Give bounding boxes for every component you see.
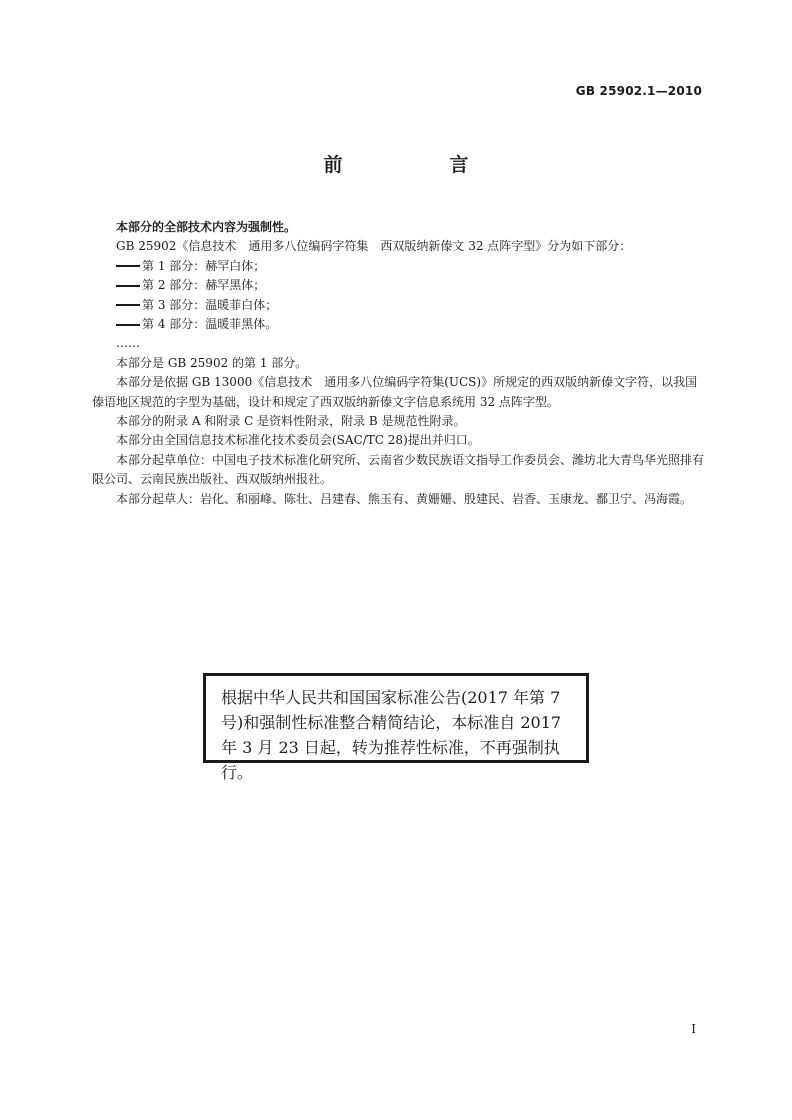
- paragraph: 本部分是依据 GB 13000《信息技术 通用多八位编码字符集(UCS)》所规定的西双版纳新傣文字符，以我国傣语地区规范的字型为基础，设计和规定了西双版纳新傣文字信息系统用 32 点阵字型。: [92, 375, 698, 409]
- foreword-body: [92, 218, 704, 509]
- part-item-label: 第 3 部分：温暖菲白体；: [142, 297, 278, 312]
- dash-marker: [116, 304, 140, 306]
- drafting-units: 本部分起草单位：中国电子技术标准化研究所、云南省少数民族语文指导工作委员会、潍坊北大青鸟华光照排有限公司、云南民族出版社、西双版纳州报社。: [92, 452, 705, 487]
- part-item: [92, 315, 704, 334]
- part-item: [92, 276, 704, 295]
- dash-marker: [116, 265, 140, 267]
- part-item-label: 第 1 部分：赫罕白体；: [142, 258, 266, 273]
- dash-marker: [116, 324, 140, 326]
- ellipsis: ……: [116, 336, 140, 351]
- dash-marker: [116, 285, 140, 287]
- page-title: 前 言: [323, 154, 513, 176]
- paragraph: 本部分的附录 A 和附录 C 是资料性附录，附录 B 是规范性附录。: [116, 414, 466, 429]
- part-item: [92, 296, 704, 315]
- part-item-label: 第 4 部分：温暖菲黑体。: [142, 317, 278, 332]
- part-item: [92, 257, 704, 276]
- standard-number: GB 25902.1—2010: [575, 84, 702, 98]
- drafters: 本部分起草人：岩化、和丽峰、陈壮、吕建春、熊玉有、黄姗姗、殷建民、岩香、玉康龙、鄱卫宁、冯海霞。: [116, 491, 693, 506]
- part-item-label: 第 2 部分：赫罕黑体；: [142, 278, 266, 293]
- paragraph: 本部分由全国信息技术标准化技术委员会(SAC/TC 28)提出并归口。: [116, 433, 480, 448]
- paragraph: 本部分是 GB 25902 的第 1 部分。: [116, 355, 308, 370]
- notice-box: 根据中华人民共和国国家标准公告(2017 年第 7 号)和强制性标准整合精简结论，本标准自 2017 年 3 月 23 日起，转为推荐性标准，不再强制执行。: [203, 673, 589, 763]
- mandatory-statement: 本部分的全部技术内容为强制性。: [116, 220, 297, 234]
- parts-intro: GB 25902《信息技术 通用多八位编码字符集 西双版纳新傣文 32 点阵字型》分为如下部分：: [116, 239, 632, 254]
- page-number: I: [691, 1022, 696, 1036]
